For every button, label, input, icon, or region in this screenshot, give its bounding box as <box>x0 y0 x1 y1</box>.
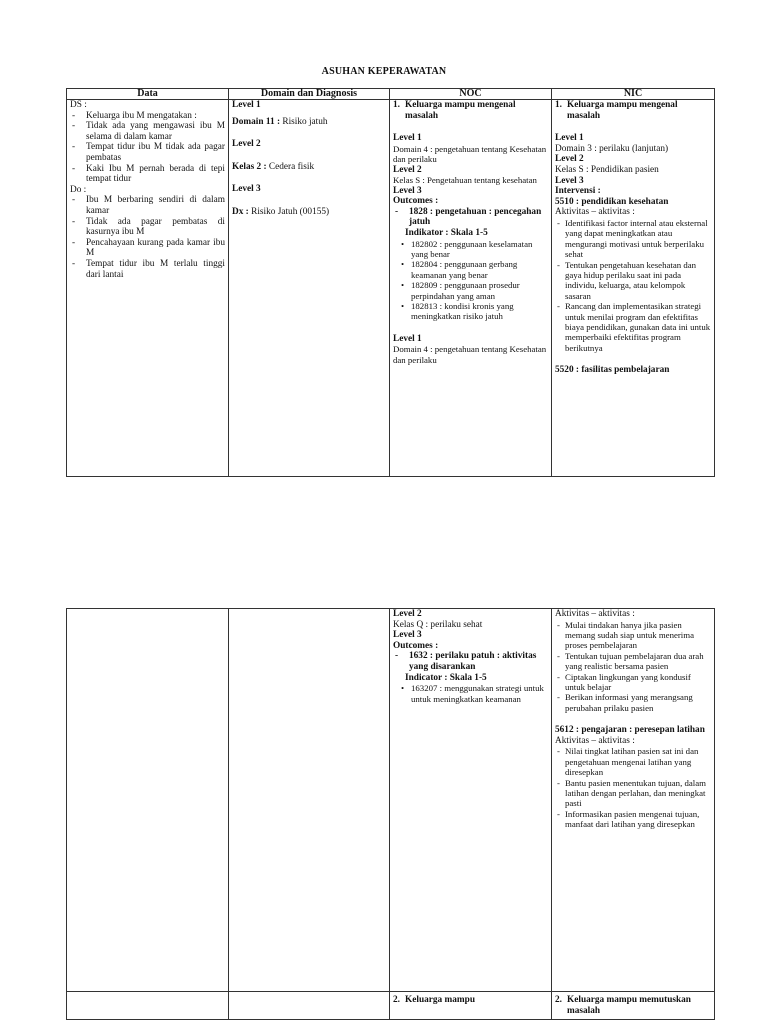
list-item <box>70 238 225 259</box>
list-item <box>555 301 711 353</box>
diagnosis-cell <box>229 100 390 477</box>
noc-level-2: Level 2 <box>393 164 422 175</box>
bullet-marker: • <box>401 238 405 249</box>
list-item-text: Ibu M berbaring sendiri di dalam kamar <box>86 195 225 216</box>
noc-indikator: Indikator : Skala 1-5 <box>405 227 488 238</box>
list-item <box>555 746 711 777</box>
content-row-2 <box>67 609 715 992</box>
nic-level-2: Level 2 <box>555 154 584 165</box>
nic-cell-3 <box>552 992 715 1020</box>
list-item <box>393 301 548 322</box>
list-item <box>393 683 548 704</box>
list-item-text: Tempat tidur ibu M tidak ada pagar pembatas <box>86 142 225 163</box>
list-item <box>70 121 225 142</box>
noc-cell <box>390 100 552 477</box>
bottom-row <box>67 992 715 1020</box>
nic2-intervention-code: 5612 : pengajaran : peresepan latihan <box>555 725 705 736</box>
nic-intervention-code-2: 5520 : fasilitas pembelajaran <box>555 365 670 376</box>
bullet-marker: • <box>401 683 405 694</box>
list-item <box>555 260 711 302</box>
dash-marker: - <box>557 746 560 757</box>
dash-marker: - <box>557 619 560 630</box>
nic-cell-2 <box>552 609 715 992</box>
care-plan-table-2 <box>66 608 715 1020</box>
noc-domain-b: Domain 4 : pengetahuan tentang Kesehatan dan perilaku <box>393 344 547 365</box>
diagnosis-kelas: Kelas 2 : Cedera fisik <box>232 161 315 172</box>
list-item <box>555 692 711 713</box>
dash-marker: - <box>72 195 76 206</box>
diagnosis-domain: Domain 11 : Risiko jatuh <box>232 116 328 127</box>
list-item-text: 163207 : menggunakan strategi untuk untuk meningkatkan keamanan <box>411 683 544 704</box>
dash-marker: - <box>557 777 560 788</box>
list-item-text: Nilai tingkat latihan pasien sat ini dan pengetahuan mengenai latihan yang diresepkan <box>565 746 699 778</box>
noc-outcomes-label: Outcomes : <box>393 196 439 207</box>
noc-outcome: - 1828 : pengetahuan : pencegahan jatuh <box>395 206 542 228</box>
list-item-text: 182802 : penggunaan keselamatan yang benar <box>411 238 533 259</box>
noc2-level-2: Level 2 <box>393 609 422 619</box>
list-item-text: 182804 : penggunaan gerbang keamanan yang benar <box>411 259 518 280</box>
header-row <box>67 89 715 100</box>
list-item-text: Tempat tidur ibu M terlalu tinggi dari lantai <box>86 258 225 280</box>
dash-marker: - <box>72 121 76 132</box>
noc-kelas: Kelas S : Pengetahuan tentang kesehatan <box>393 175 537 186</box>
bullet-marker: • <box>401 280 405 291</box>
list-item-text: Tidak ada yang mengawasi ibu M selama di dalam kamar <box>86 121 225 142</box>
bullet-marker: • <box>401 259 405 270</box>
ds-label: DS : <box>70 100 87 110</box>
list-item <box>70 217 225 238</box>
list-item <box>393 239 548 260</box>
noc2-indicator-list <box>393 683 548 704</box>
dash-marker: - <box>557 692 560 703</box>
dash-marker: - <box>72 258 76 269</box>
list-item-text: Bantu pasien menentukan tujuan, dalam latihan dengan perlahan, dan meningkat pasti <box>565 777 706 809</box>
dash-marker: - <box>557 301 560 312</box>
content-row <box>67 100 715 477</box>
noc-domain: Domain 4 : pengetahuan tentang Kesehatan dan perilaku <box>393 143 547 165</box>
header-nic: NIC <box>552 89 715 100</box>
nic2-bottom-heading: 2. Keluarga mampu memutuskan masalah <box>555 995 691 1016</box>
list-item <box>555 778 711 809</box>
list-item-text: Tentukan tujuan pembelajaran dua arah yang realistic bersama pasien <box>565 650 704 672</box>
list-item <box>555 672 711 693</box>
list-item-text: Kaki Ibu M pernah berada di tepi tempat tidur <box>86 163 225 185</box>
nic-intervention-code: 5510 : pendidikan kesehatan <box>555 196 669 207</box>
list-item-text: Identifikasi factor internal atau eksternal yang dapat meningkatkan atau mengurangi motivasi untuk berperilaku sehat <box>565 217 708 260</box>
list-item-text: Informasikan pasien mengenai tujuan, manfaat dari latihan yang diresepkan <box>565 808 700 830</box>
list-item-text: 182813 : kondisi kronis yang meningkatkan risiko jatuh <box>411 301 514 322</box>
list-item <box>70 195 225 216</box>
noc-cell-3 <box>390 992 552 1020</box>
nic-cell <box>552 100 715 477</box>
list-item <box>393 280 548 301</box>
list-item-text: Mulai tindakan hanya jika pasien memang sudah siap untuk menerima proses pembelajaran <box>565 619 694 651</box>
nic-aktivitas-label: Aktivitas – aktivitas : <box>555 207 635 218</box>
list-item-text: Tidak ada pagar pembatas di kasurnya ibu M <box>86 216 225 238</box>
diagnosis-level-3: Level 3 <box>232 184 261 195</box>
noc-cell-2 <box>390 609 552 992</box>
dash-marker: - <box>557 808 560 819</box>
noc-level-1: Level 1 <box>393 133 422 144</box>
do-list <box>70 195 225 280</box>
list-item <box>70 142 225 163</box>
data-cell-2 <box>67 609 229 992</box>
noc2-outcomes-label: Outcomes : <box>393 640 439 651</box>
list-item-text: Tentukan pengetahuan kesehatan dan gaya hidup perilaku saat ini pada individu, keluarga, atau kelompok sasaran <box>565 259 697 301</box>
dash-marker: - <box>557 259 560 270</box>
header-noc: NOC <box>390 89 552 100</box>
nic-intervensi-label: Intervensi : <box>555 186 601 197</box>
list-item-text: Keluarga ibu M mengatakan : <box>86 110 197 121</box>
nic2-activity-list-2 <box>555 746 711 829</box>
data-cell-3 <box>67 992 229 1020</box>
list-item <box>555 651 711 672</box>
noc2-bottom-heading: 2. Keluarga mampu <box>393 995 475 1005</box>
dash-marker: - <box>72 237 76 248</box>
list-item <box>555 620 711 651</box>
list-item <box>70 259 225 280</box>
diagnosis-cell-3 <box>229 992 390 1020</box>
diagnosis-level-1: Level 1 <box>232 100 261 110</box>
list-item-text: Pencahayaan kurang pada kamar ibu M <box>86 237 225 259</box>
list-item <box>555 218 711 260</box>
dash-marker: - <box>557 650 560 661</box>
noc-heading: 1. Keluarga mampu mengenal masalah <box>393 100 516 121</box>
nic-level-1: Level 1 <box>555 133 584 144</box>
bullet-marker: • <box>401 301 405 311</box>
diagnosis-cell-2 <box>229 609 390 992</box>
dash-marker: - <box>72 163 76 174</box>
dash-marker: - <box>557 671 560 682</box>
noc2-kelas: Kelas Q : perilaku sehat <box>393 619 483 630</box>
dash-marker: - <box>72 110 76 121</box>
dash-marker: - <box>72 142 76 153</box>
list-item <box>70 111 225 122</box>
dash-marker: - <box>72 216 76 227</box>
nic-heading: 1. Keluarga mampu mengenal masalah <box>555 100 678 121</box>
data-cell <box>67 100 229 477</box>
diagnosis-level-2: Level 2 <box>232 139 261 150</box>
noc-indicator-list <box>393 239 548 322</box>
noc2-level-3: Level 3 <box>393 630 422 641</box>
nic-activity-list <box>555 218 711 353</box>
do-label: Do : <box>70 184 87 195</box>
nic2-aktivitas-label: Aktivitas – aktivitas : <box>555 609 635 619</box>
list-item-text: Ciptakan lingkungan yang kondusif untuk belajar <box>565 671 691 693</box>
noc2-indikator: Indicator : Skala 1-5 <box>405 672 487 683</box>
dash-marker: - <box>557 217 560 228</box>
ds-list <box>70 111 225 185</box>
list-item-text: 182809 : penggunaan prosedur perpindahan yang aman <box>411 280 520 301</box>
noc2-outcome: - 1632 : perilaku patuh : aktivitas yang disarankan <box>395 651 537 672</box>
header-diagnosis: Domain dan Diagnosis <box>229 89 390 100</box>
list-item <box>70 164 225 185</box>
nic-kelas: Kelas S : Pendidikan pasien <box>555 164 659 175</box>
nic-domain: Domain 3 : perilaku (lanjutan) <box>555 143 669 154</box>
list-item-text: Rancang dan implementasikan strategi untuk menilai program dan efektifitas biaya pendidikan, gunakan data ini untuk memperbaiki efektifitas program berikutnya <box>565 301 711 353</box>
care-plan-table-1 <box>66 88 715 477</box>
noc-level-1b: Level 1 <box>393 333 422 344</box>
list-item-text: Berikan informasi yang merangsang perubahan prilaku pasien <box>565 692 693 713</box>
nic-level-3: Level 3 <box>555 175 584 186</box>
list-item <box>393 259 548 280</box>
list-item <box>555 809 711 830</box>
nic2-aktivitas-label-2: Aktivitas – aktivitas : <box>555 735 635 746</box>
header-data: Data <box>67 89 229 100</box>
diagnosis-dx: Dx : Risiko Jatuh (00155) <box>232 206 330 217</box>
noc-level-3: Level 3 <box>393 185 422 196</box>
nic2-activity-list-1 <box>555 620 711 714</box>
page-title: ASUHAN KEPERAWATAN <box>321 66 447 77</box>
